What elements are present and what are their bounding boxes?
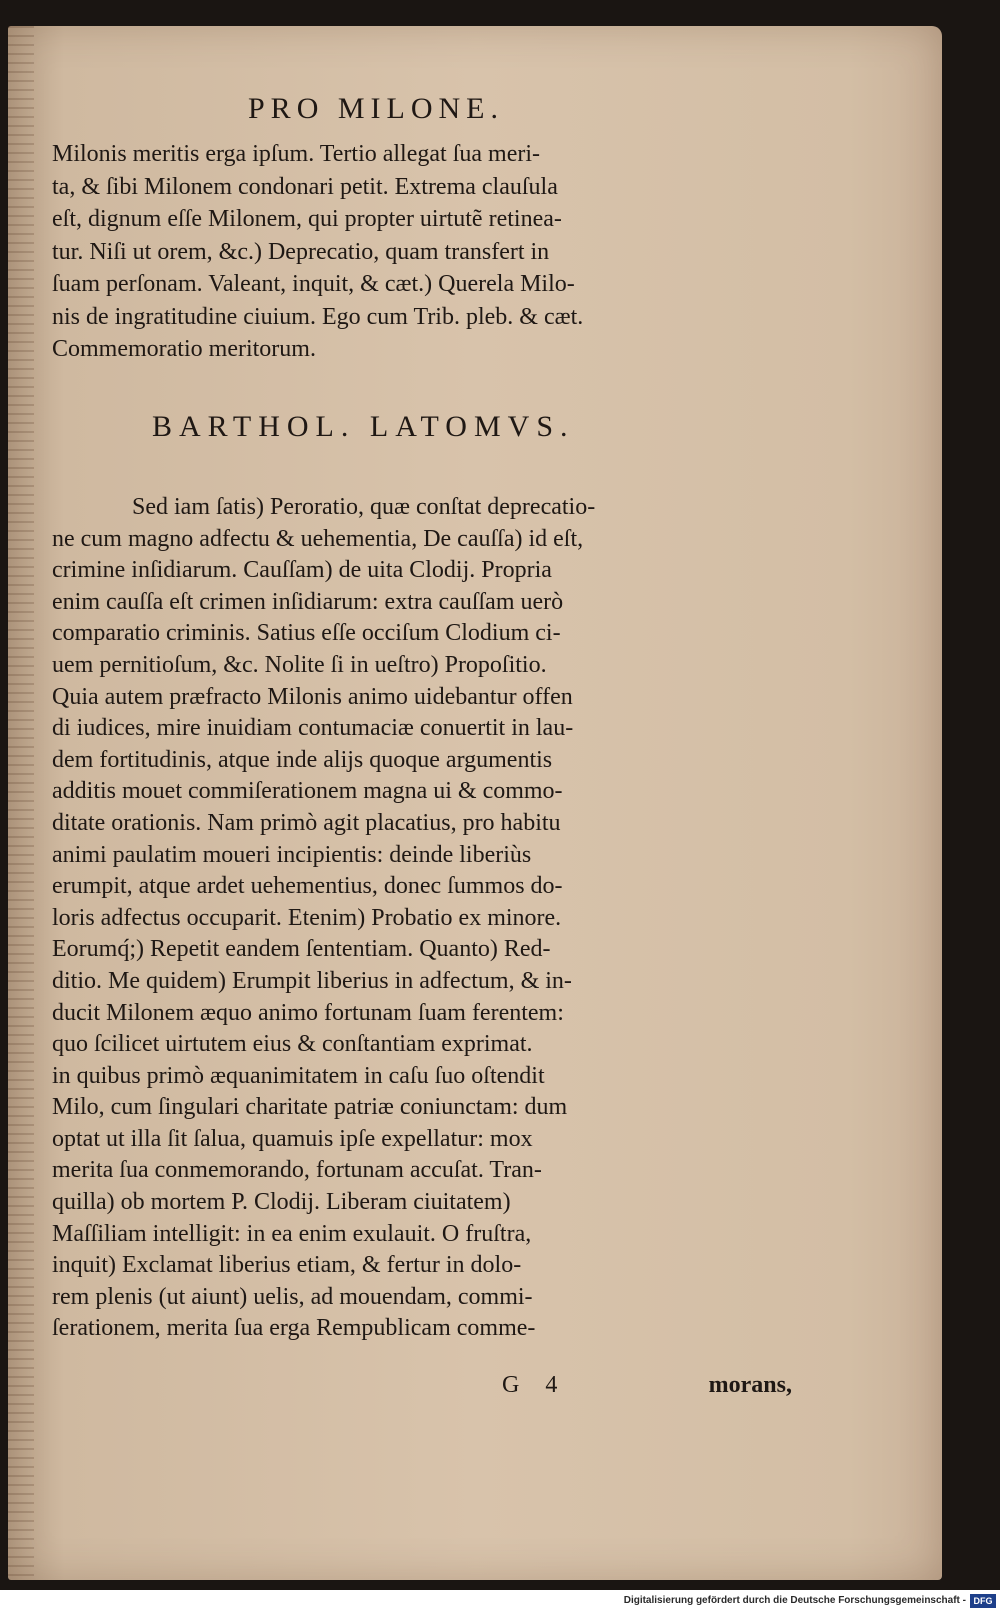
text-line: Commemoratio meritorum. [52, 336, 316, 362]
text-line: dem fortitudinis, atque inde alijs quoque argumentis [52, 746, 553, 773]
text-line: Eorumq́;) Repetit eandem ſententiam. Quanto) Red- [52, 936, 551, 963]
text-line: Milo, cum ſingulari charitate patriæ coniunctam: dum [52, 1094, 568, 1121]
text-line: ta, & ſibi Milonem condonari petit. Extrema clauſula [52, 173, 558, 200]
text-line: animi paulatim moueri incipientis: deinde liberiùs [52, 841, 532, 868]
text-line: ſerationem, merita ſua erga Rempublicam comme- [52, 1315, 536, 1342]
paragraph-b [52, 492, 792, 1345]
text-line: di iudices, mire inuidiam contumaciæ conuertit in lau- [52, 715, 574, 742]
funding-credit: Digitalisierung gefördert durch die Deutsche Forschungsgemeinschaft - [623, 1595, 966, 1606]
text-line: ne cum magno adfectu & uehementia, De cauſſa) id eſt, [52, 525, 584, 552]
text-line: quo ſcilicet uirtutem eius & conſtantiam exprimat. [52, 1031, 533, 1058]
text-line: inquit) Exclamat liberius etiam, & fertur in dolo- [52, 1252, 522, 1279]
text-line: ditio. Me quidem) Erumpit liberius in adfectum, & in- [52, 967, 572, 994]
text-line: in quibus primò æquanimitatem in caſu ſuo oſtendit [52, 1062, 545, 1089]
running-head: PRO MILONE. [248, 92, 505, 125]
text-line: loris adfectus occuparit. Etenim) Probatio ex minore. [52, 904, 562, 931]
catchword: morans, [708, 1372, 792, 1398]
section-heading: BARTHOL. LATOMVS. [152, 410, 575, 443]
text-line: comparatio criminis. Satius eſſe occiſum Clodium ci- [52, 620, 561, 647]
text-line: Sed iam ſatis) Peroratio, quæ conſtat deprecatio- [132, 494, 596, 520]
text-line: ducit Milonem æquo animo fortunam ſuam ferentem: [52, 999, 564, 1026]
text-line: Quia autem præfracto Milonis animo uidebantur offen [52, 683, 573, 710]
text-line: rem plenis (ut aiunt) uelis, ad mouendam, commi- [52, 1283, 533, 1310]
text-line: Maſſiliam intelligit: in ea enim exulauit. O fruſtra, [52, 1220, 532, 1247]
text-line: additis mouet commiſerationem magna ui & commo- [52, 778, 563, 805]
page-edge-shadow [8, 26, 34, 1580]
book-page [8, 26, 942, 1580]
paragraph-a [52, 138, 792, 366]
signature-mark: G 4 [502, 1372, 568, 1398]
dfg-logo-icon: DFG [970, 1594, 996, 1608]
text-line: merita ſua conmemorando, fortunam accuſat. Tran- [52, 1157, 542, 1184]
text-line: uem pernitioſum, &c. Nolite ſi in ueſtro) Propoſitio. [52, 651, 547, 678]
text-line: eſt, dignum eſſe Milonem, qui propter uirtutẽ retinea- [52, 206, 562, 232]
text-line: crimine inſidiarum. Cauſſam) de uita Clodij. Propria [52, 557, 552, 584]
credit-bar [0, 1590, 1000, 1614]
text-line: enim cauſſa eſt crimen inſidiarum: extra cauſſam uerò [52, 588, 564, 615]
text-line: Milonis meritis erga ipſum. Tertio allegat ſua meri- [52, 141, 540, 167]
text-line: ditate orationis. Nam primò agit placatius, pro habitu [52, 809, 561, 836]
text-line: tur. Niſi ut orem, &c.) Deprecatio, quam transfert in [52, 238, 550, 265]
text-line: erumpit, atque ardet uehementius, donec ſummos do- [52, 873, 563, 900]
text-line: ſuam perſonam. Valeant, inquit, & cæt.) Querela Milo- [52, 271, 575, 297]
page-foot [52, 1372, 792, 1406]
text-line: optat ut illa ſit ſalua, quamuis ipſe expellatur: mox [52, 1125, 533, 1152]
text-line: nis de ingratitudine ciuium. Ego cum Trib. pleb. & cæt. [52, 303, 584, 330]
text-line: quilla) ob mortem P. Clodij. Liberam ciuitatem) [52, 1189, 511, 1216]
